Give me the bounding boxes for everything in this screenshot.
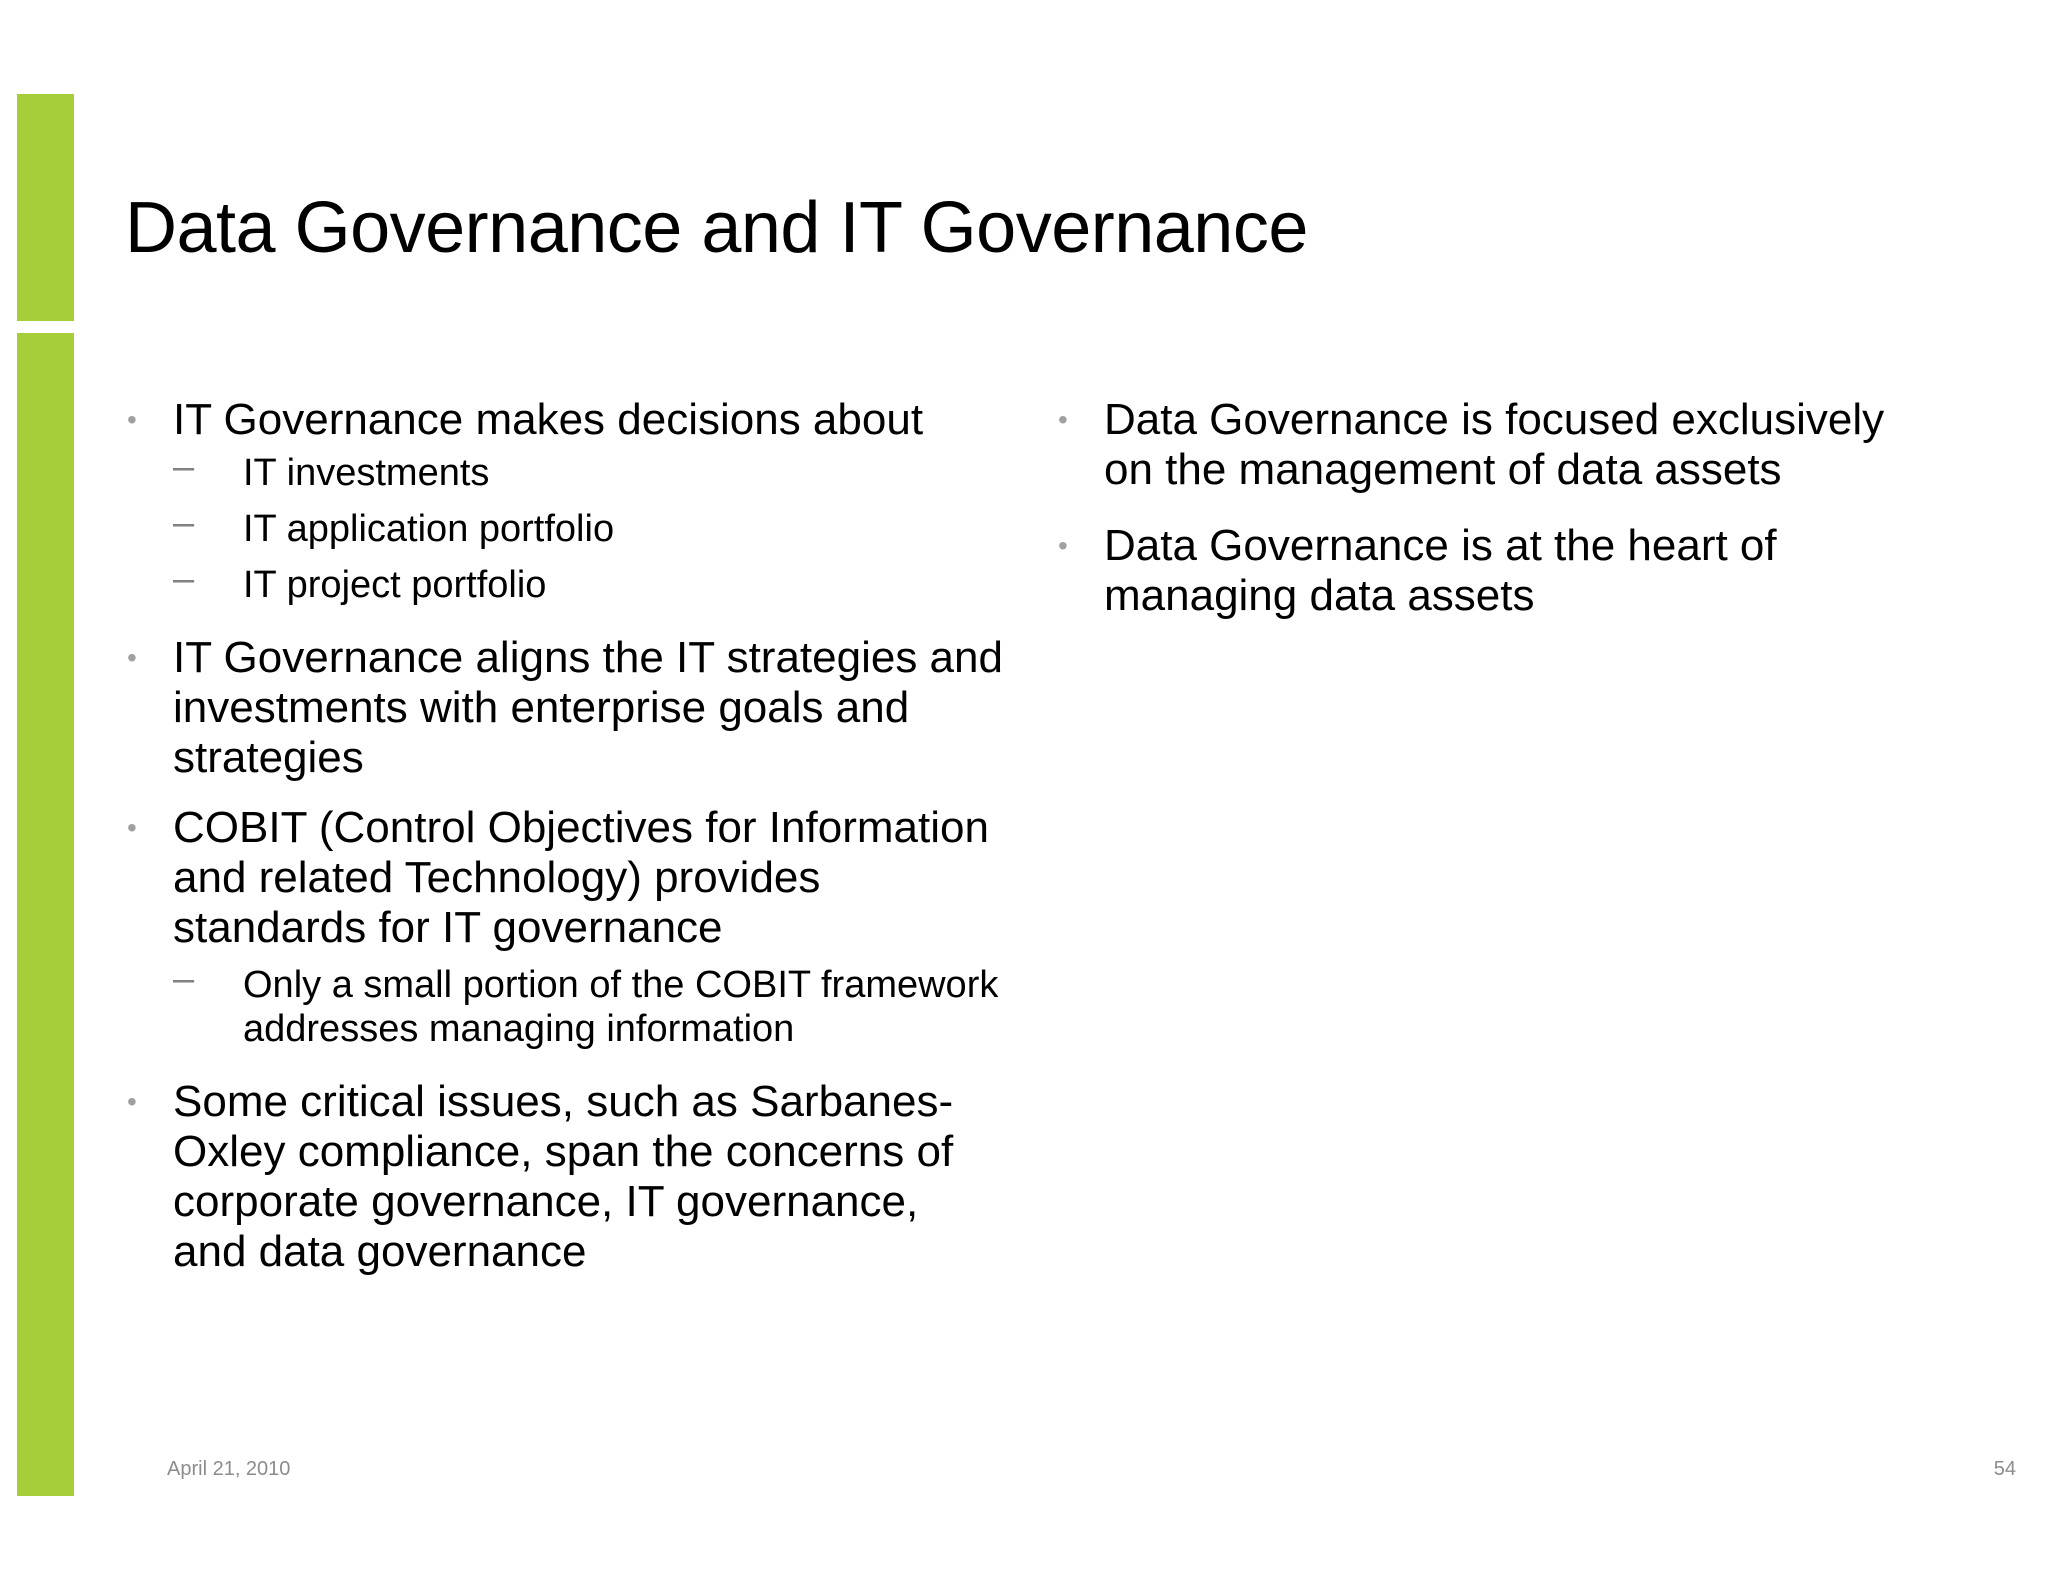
bullet-text: Data Governance is at the heart of managing data assets xyxy=(1104,521,1777,620)
subbullet-item xyxy=(173,958,1003,1051)
dash-icon: – xyxy=(173,446,195,488)
bullet-dot-icon: • xyxy=(1058,404,1068,435)
footer-date: April 21, 2010 xyxy=(167,1458,291,1480)
subbullet-item xyxy=(173,446,1003,495)
dash-icon: – xyxy=(173,502,195,544)
accent-bar-top xyxy=(17,94,74,321)
dash-icon: – xyxy=(173,958,195,1000)
bullet-item xyxy=(123,633,1003,783)
bullet-text: COBIT (Control Objectives for Information and related Technology) provides standards for IT governance xyxy=(173,803,989,952)
bullet-item xyxy=(1054,395,1934,495)
bullet-text: IT Governance aligns the IT strategies and investments with enterprise goals and strategies xyxy=(173,633,1003,782)
slide-title: Data Governance and IT Governance xyxy=(125,188,1308,268)
subbullet-item xyxy=(173,558,1003,607)
bullet-dot-icon: • xyxy=(1058,530,1068,561)
subbullet-text: Only a small portion of the COBIT framework addresses managing information xyxy=(243,964,999,1050)
bullet-dot-icon: • xyxy=(127,812,137,843)
bullet-text: Data Governance is focused exclusively on the management of data assets xyxy=(1104,395,1885,494)
bullet-dot-icon: • xyxy=(127,1086,137,1117)
bullet-text: Some critical issues, such as Sarbanes-Oxley compliance, span the concerns of corporate governance, IT governance, and data governance xyxy=(173,1077,954,1276)
bullet-item xyxy=(123,1077,1003,1277)
bullet-item xyxy=(123,803,1003,953)
dash-icon: – xyxy=(173,558,195,600)
accent-bar-bottom xyxy=(17,333,74,1496)
bullet-item xyxy=(1054,521,1934,621)
subbullet-item xyxy=(173,502,1003,551)
subbullet-list xyxy=(123,446,1003,607)
bullet-text: IT Governance makes decisions about xyxy=(173,395,924,444)
bullet-item xyxy=(123,395,1003,445)
subbullet-list xyxy=(123,958,1003,1051)
right-column xyxy=(1054,395,1934,641)
page-number: 54 xyxy=(1993,1458,2016,1480)
subbullet-text: IT project portfolio xyxy=(243,564,547,606)
subbullet-text: IT application portfolio xyxy=(243,508,615,550)
bullet-dot-icon: • xyxy=(127,404,137,435)
subbullet-text: IT investments xyxy=(243,452,490,494)
left-column xyxy=(123,395,1003,1297)
bullet-dot-icon: • xyxy=(127,642,137,673)
